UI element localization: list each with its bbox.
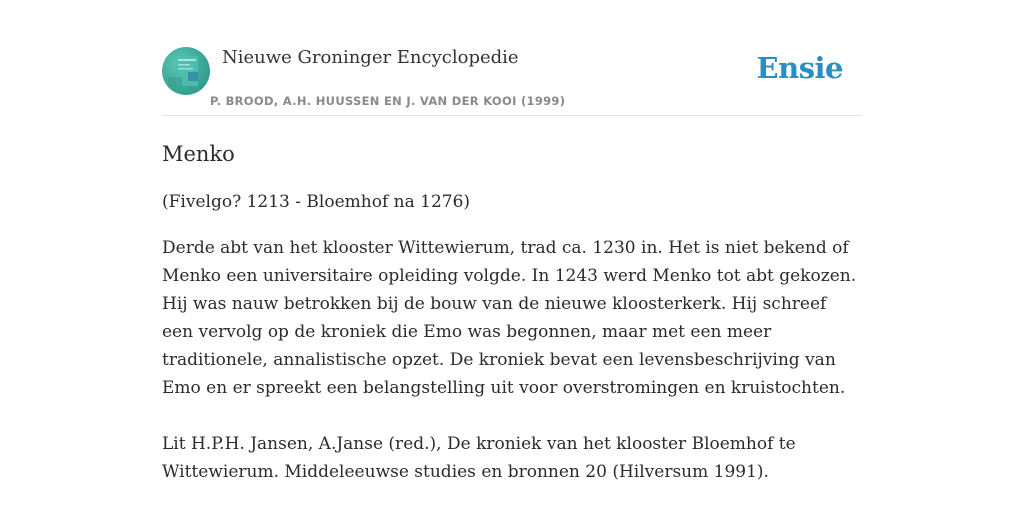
- article-subtitle: (Fivelgo? 1213 - Bloemhof na 1276): [162, 192, 471, 212]
- book-header: [162, 40, 862, 116]
- book-authors: P. BROOD, A.H. HUUSSEN EN J. VAN DER KOOI (1999): [210, 94, 566, 108]
- book-title[interactable]: Nieuwe Groninger Encyclopedie: [222, 47, 519, 68]
- article-body: Derde abt van het klooster Wittewierum, trad ca. 1230 in. Het is niet bekend of Menko een universitaire opleiding volgde. In 1243 werd Menko tot abt gekozen. Hij was nauw betrokken bij de bouw van de nieuwe kloosterkerk. Hij schreef een vervolg op de kroniek die Emo was begonnen, maar met een meer traditionele, annalistische opzet. De kroniek bevat een levensbeschrijving van Emo en er spreekt een belangstelling uit voor overstromingen en kruistochten.: [162, 238, 857, 398]
- book-cover-icon[interactable]: [162, 47, 210, 95]
- brand-logo[interactable]: Ensie: [756, 51, 843, 85]
- article-title: Menko: [162, 142, 235, 166]
- article-reference: Lit H.P.H. Jansen, A.Janse (red.), De kroniek van het klooster Bloemhof te Wittewierum. Middeleeuwse studies en bronnen 20 (Hilversum 1991).: [162, 434, 796, 482]
- article: [162, 136, 862, 486]
